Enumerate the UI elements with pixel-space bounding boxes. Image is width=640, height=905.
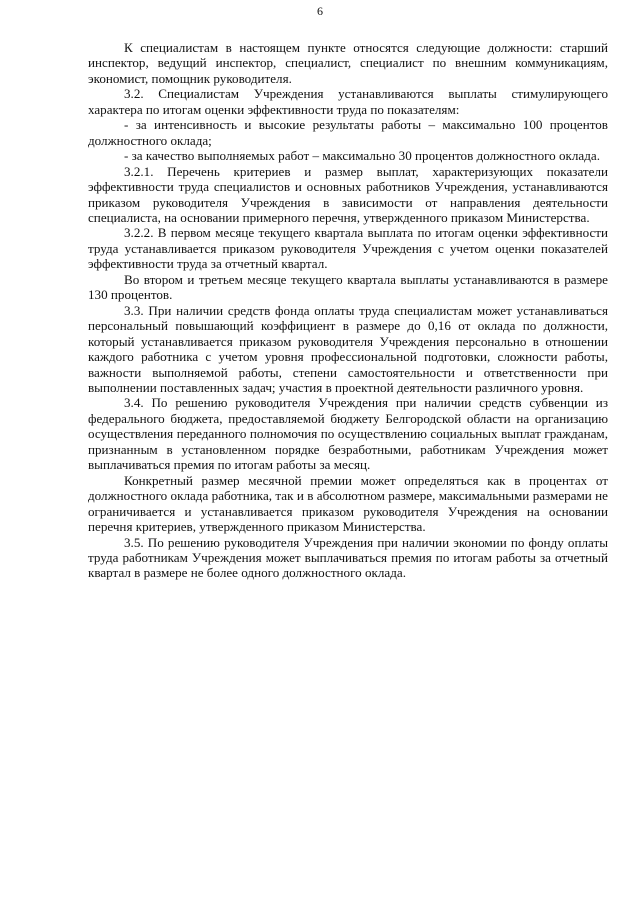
paragraph-3-5: 3.5. По решению руководителя Учреждения при наличии экономии по фонду оплаты труда работникам Учреждения может выплачиваться премия по итогам работы за отчетный квартал в размере не более одного должностного оклада. (88, 534, 608, 581)
paragraph-3-3: 3.3. При наличии средств фонда оплаты труда специалистам может устанавливаться персональный повышающий коэффициент в размере до 0,16 от оклада по должности, который устанавливается приказом руководителя Учреждения персонально в отношении каждого работника с учетом уровня профессиональной подготовки, сложности работы, важности выполняемой работы, степени самостоятельности и ответственности при выполнении поставленных задач; участия в проектной деятельности различного уровня. (88, 302, 608, 395)
paragraph-quality-bullet: - за качество выполняемых работ – максимально 30 процентов должностного оклада. (124, 148, 600, 164)
paragraph-3-2-1: 3.2.1. Перечень критериев и размер выплат, характеризующих показатели эффективности труда специалистов и основных работников Учреждения, устанавливаются приказом руководителя Учреждения в зависимости от направления деятельности специалиста, на основании примерного перечня, утвержденного приказом Министерства. (88, 163, 608, 225)
paragraph-monthly-bonus: Конкретный размер месячной премии может определяться как в процентах от должностного оклада работника, так и в абсолютном размере, максимальными размерами не ограничивается и устанавливается приказом руководителя Учреждения на основании перечня критериев, утвержденного приказом Министерства. (88, 472, 608, 535)
paragraph-second-third-month: Во втором и третьем месяце текущего квартала выплаты устанавливаются в размере 130 процентов. (88, 271, 608, 303)
paragraph-3-2: 3.2. Специалистам Учреждения устанавливаются выплаты стимулирующего характера по итогам оценки эффективности труда по показателям: (88, 86, 608, 117)
paragraph-intensity-bullet: - за интенсивность и высокие результаты работы – максимально 100 процентов должностного оклада; (88, 117, 608, 148)
document-body (88, 40, 608, 581)
paragraph-3-4: 3.4. По решению руководителя Учреждения при наличии средств субвенции из федерального бюджета, предоставляемой бюджету Белгородской области на организацию осуществления переданного полномочия по осуществлению социальных выплат гражданам, признанным в установленном порядке безработными, работникам Учреждения может выплачиваться премия по итогам работы за месяц. (88, 395, 608, 473)
paragraph-positions: К специалистам в настоящем пункте относятся следующие должности: старший инспектор, ведущий инспектор, специалист, специалист по внешним коммуникациям, экономист, помощник руководителя. (88, 40, 608, 86)
page-number: 6 (317, 4, 323, 18)
paragraph-3-2-2: 3.2.2. В первом месяце текущего квартала выплата по итогам оценки эффективности труда устанавливается приказом руководителя Учреждения с учетом оценки показателей эффективности труда за отчетный квартал. (88, 225, 608, 272)
